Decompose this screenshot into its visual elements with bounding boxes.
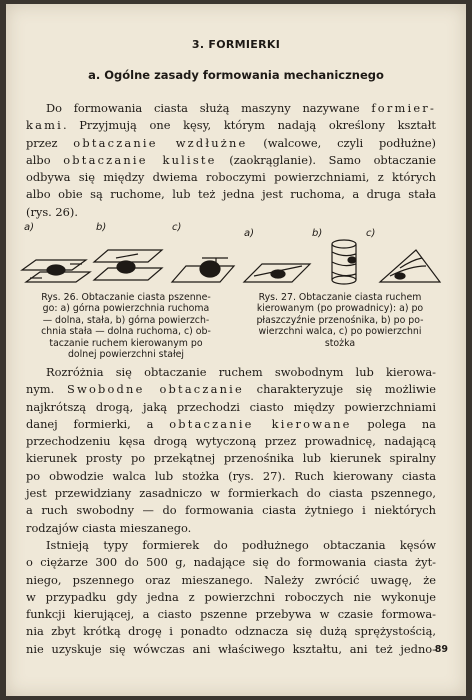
caption-line: dolnej powierzchni stałej	[67, 349, 185, 361]
fig27-caption	[236, 292, 444, 349]
fig27-label-b: b)	[312, 228, 323, 239]
fig27c-cone-icon	[380, 250, 440, 282]
paragraph-intro	[26, 100, 436, 221]
caption-line: Rys. 27. Obtaczanie ciasta ruchem	[258, 292, 422, 303]
text-line: danej formierki, a obtaczanie kierowane polega na	[26, 416, 436, 431]
text-line: jest przewidziany zasadniczo w formierkach do ciasta pszennego,	[26, 486, 436, 501]
text-line: funkcji kierującej, a ciasto pszenne przebywa w czasie formowa-	[26, 607, 436, 622]
text-line: przechodzeniu kęsa drogą wytyczoną przez prowadnicę, nadającą	[26, 434, 436, 449]
text-line: a ruch swobodny — do formowania ciasta żytniego i niektórych	[26, 503, 436, 518]
fig27-label-c: c)	[366, 228, 376, 239]
caption-line: taczanie ruchem kierowanym po	[49, 337, 203, 349]
text-line: nia zbyt krótką drogę i ponadto odznacza się dużą sprężystością,	[26, 624, 436, 639]
fig27-label-a: a)	[244, 228, 255, 239]
caption-line: płaszczyźnie przenośnika, b) po po-	[256, 314, 424, 326]
caption-line: — dolna, stała, b) górna powierzch-	[42, 314, 210, 326]
fig26-label-c: c)	[172, 222, 182, 233]
text-line: o ciężarze 300 do 500 g, nadające się do formowania ciasta żyt-	[26, 555, 436, 570]
text-line: po obwodzie walca lub stożka (rys. 27). Ruch kierowany ciasta	[26, 468, 436, 483]
figures-block	[20, 218, 444, 361]
caption-line: wierzchni walca, c) po powierzchni	[258, 326, 422, 338]
caption-line: chnia stała — dolna ruchoma, c) ob-	[41, 326, 211, 338]
text-line: kami. Przyjmują one kęsy, którym nadają określony kształt	[26, 118, 436, 133]
fig27-drawing	[240, 236, 444, 288]
caption-line: Rys. 26. Obtaczanie ciasta pszenne-	[41, 292, 211, 303]
text-line: rodzajów ciasta mieszanego.	[26, 520, 192, 535]
caption-line: stożka	[324, 337, 356, 349]
text-line: Istnieją typy formierek do podłużnego obtaczania kęsów	[46, 538, 436, 552]
caption-line: go: a) górna powierzchnia ruchoma	[42, 303, 210, 315]
text-line: Rozróżnia się obtaczanie ruchem swobodnym lub kierowa-	[46, 365, 436, 379]
paragraph-movement	[26, 364, 436, 537]
section-title: 3. FORMIERKI	[191, 38, 281, 51]
text-line: Do formowania ciasta służą maszyny nazywane formier-	[46, 101, 436, 115]
book-page	[6, 4, 466, 696]
subsection-title: a. Ogólne zasady formowania mechanicznego	[88, 68, 384, 82]
fig26-drawing	[20, 236, 240, 288]
text-line: niego, pszennego oraz mieszanego. Należy zwrócić uwagę, że	[26, 572, 436, 587]
text-line: albo obtaczanie kuliste (zaokrąglanie). Samo obtaczanie	[26, 152, 436, 167]
text-line: nie uzyskuje się wówczas ani właściwego kształtu, ani też jedno-	[26, 641, 436, 656]
fig26-caption	[20, 292, 232, 360]
text-line: kierunek prosty po przekątnej przenośnika lub kierunek spiralny	[26, 451, 436, 466]
text-line: w przypadku gdy jedna z powierzchni roboczych nie wykonuje	[26, 589, 436, 604]
text-line: (rys. 26).	[26, 204, 78, 219]
fig26b-plates-icon	[94, 250, 162, 280]
fig27a-conveyor-icon	[244, 264, 310, 282]
text-line: albo obie są ruchome, lub też jedna jest ruchoma, a druga stała	[26, 187, 436, 202]
fig27b-cylinder-icon	[332, 240, 356, 284]
text-line: nym. Swobodne obtaczanie charakteryzuje się możliwie	[26, 382, 436, 397]
paragraph-types	[26, 537, 436, 658]
page-number: 89	[434, 644, 448, 655]
text-line: odbywa się między dwiema roboczymi powierzchniami, z których	[26, 170, 436, 185]
fig26a-plates-icon	[22, 260, 90, 282]
fig26-label-a: a)	[24, 222, 35, 233]
caption-line: kierowanym (po prowadnicy): a) po	[256, 303, 424, 315]
text-line: przez obtaczanie wzdłużne (walcowe, czyli podłużne)	[26, 135, 436, 150]
fig26-label-b: b)	[96, 222, 107, 233]
text-line: najkrótszą drogą, jaką przechodzi ciasto między powierzchniami	[26, 399, 436, 414]
fig26c-plate-icon	[172, 258, 234, 282]
